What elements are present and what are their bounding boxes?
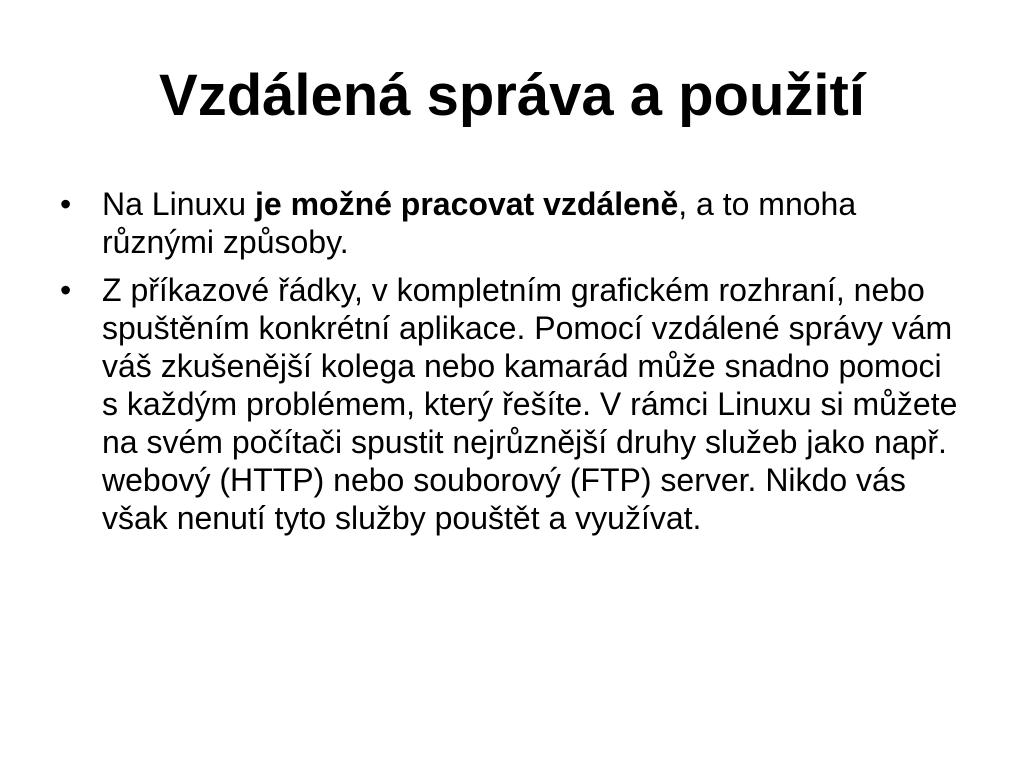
bullet-marker: • [60, 272, 72, 308]
bullet-text: Z příkazové řádky, v kompletním grafickém rozhraní, nebo spuštěním konkrétní aplikace. Pomocí vzdálené správy vám váš zkušenější kolega nebo kamarád může snadno pomoci s každým problémem, který řešíte. V rámci Linuxu si můžete na svém počítači spustit nejrůznější druhy služeb jako např. webový (HTTP) nebo souborový (FTP) server. Nikdo vás však nenutí tyto služby pouštět a využívat. [102, 272, 958, 536]
list-item [60, 185, 960, 261]
bullet-text-plain: Na Linuxu [102, 186, 255, 222]
list-item [60, 271, 960, 537]
bullet-list [60, 185, 960, 547]
bullet-text-plain: , a to mnoha různými způsoby. [102, 186, 857, 260]
slide-title: Vzdálená správa a použití [159, 63, 865, 128]
bullet-text [102, 186, 856, 260]
bullet-text-bold: je možné pracovat vzdáleně [254, 186, 679, 222]
bullet-marker: • [60, 186, 72, 222]
